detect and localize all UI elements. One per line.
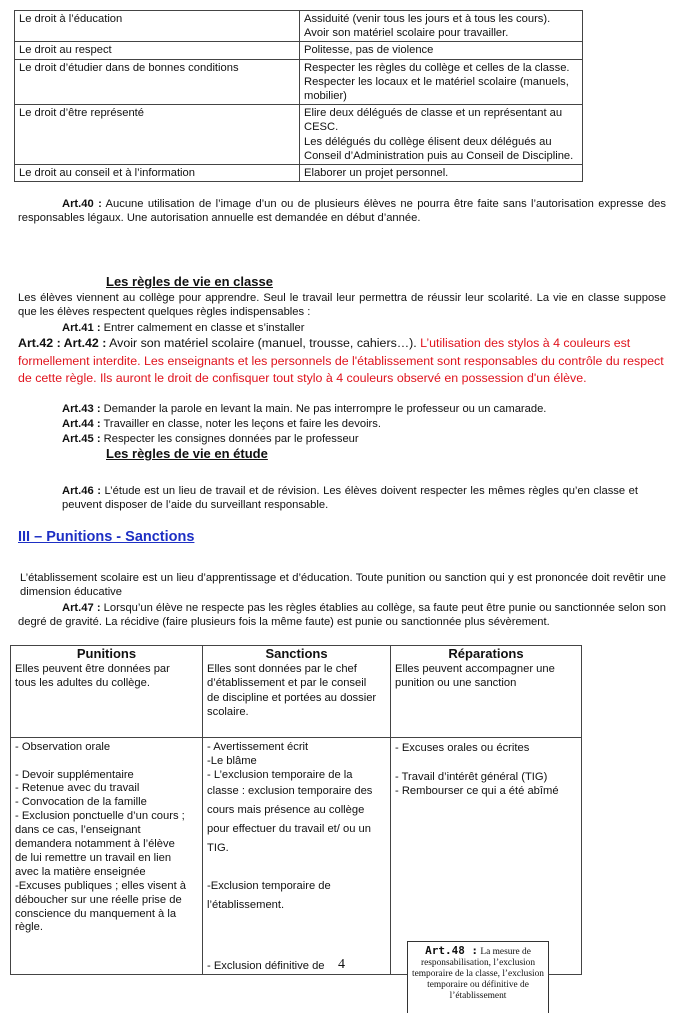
rights-duties-table [14, 10, 583, 182]
sanctions-list [203, 737, 391, 974]
rights-row [15, 165, 583, 182]
punitions-list [11, 737, 203, 974]
art44-line [18, 417, 666, 431]
duty-cell [300, 105, 583, 165]
description-line: Elles peuvent accompagner une [395, 663, 555, 676]
punition-item: -Excuses publiques ; elles visent à [15, 879, 187, 892]
punition-item: conscience du manquement à la [15, 907, 177, 920]
duty-line: Elaborer un projet personnel. [304, 167, 449, 180]
punition-item: règle. [15, 921, 43, 934]
punition-item: - Retenue avec du travail [15, 782, 140, 795]
section-title: III – Punitions - Sanctions [18, 529, 195, 545]
header-reparations: Réparations [391, 646, 582, 662]
right-cell: Le droit d’être représenté [15, 105, 300, 165]
description-line: d’établissement et par le conseil [207, 677, 367, 690]
sanction-item [207, 858, 386, 877]
sanction-item: -Exclusion temporaire de [207, 879, 331, 892]
right-cell: Le droit au conseil et à l’information [15, 165, 300, 182]
punition-item: - Convocation de la famille [15, 796, 147, 809]
sanction-item: cours mais présence au collège [207, 803, 365, 816]
duty-line: Conseil d’Administration puis au Conseil de Discipline. [304, 149, 574, 162]
description-line: Elles sont données par le chef [207, 663, 357, 676]
sanction-item: l’établissement. [207, 898, 285, 911]
description-line: punition ou une sanction [395, 677, 517, 690]
art40-paragraph [18, 197, 666, 225]
duty-line: Les délégués du collège élisent deux délégués au [304, 135, 552, 148]
etude-title: Les règles de vie en étude [106, 446, 268, 461]
art47-text: Lorsqu’un élève ne respecte pas les règles établies au collège, sa faute peut être punie ou sanctionnée selon son degré de gravité. La récidive (faire plusieurs fois la même faute) est punie ou sanctionnée plus sévèrement. [18, 602, 667, 629]
art46-label: Art.46 : [62, 485, 101, 497]
duty-cell [300, 42, 583, 59]
sanction-item: -Le blâme [207, 754, 257, 767]
art43-label: Art.43 : [62, 403, 101, 415]
description-line: tous les adultes du collège. [15, 677, 150, 690]
sanctions-description [203, 661, 391, 737]
art40-label: Art.40 : [62, 198, 102, 210]
reparation-item: - Rembourser ce qui a été abîmé [395, 785, 559, 798]
reparations-description [391, 661, 582, 737]
description-line: Elles peuvent être données par [15, 663, 170, 676]
art48-note-box [407, 941, 549, 1013]
art44-label: Art.44 : [62, 418, 101, 430]
art42-red-text: L’utilisation des stylos à 4 couleurs est formellement interdite. Les enseignants et les personnels de l'établissement sont responsables du contrôle du respect de cette règle. Ils auront le droit de confisquer tout stylo à 4 couleurs observé en possession d'un élève. [18, 336, 664, 385]
section-intro: L’établissement scolaire est un lieu d’apprentissage et d’éducation. Toute punition ou sanction qui y est prononcée doit revêtir une dimension éducative [20, 572, 666, 599]
reparations-list [391, 737, 582, 974]
art46-paragraph [18, 484, 638, 512]
art41-text: Entrer calmement en classe et s’installer [100, 322, 305, 334]
header-sanctions: Sanctions [203, 646, 391, 662]
duty-line: Politesse, pas de violence [304, 44, 434, 57]
art42-paragraph [18, 335, 666, 388]
duty-line: Elire deux délégués de classe et un représentant au [304, 107, 563, 120]
punition-item: - Devoir supplémentaire [15, 768, 134, 781]
rights-row [15, 42, 583, 59]
art48-text: La mesure de responsabilisation, l’exclusion temporaire de la classe, l’exclusion temporaire ou définitive de l’établissement [412, 947, 544, 1001]
art45-text: Respecter les consignes données par le professeur [100, 433, 359, 445]
art42-label: Art.42 : Art.42 : [18, 336, 107, 350]
duty-line: Respecter les règles du collège et celles de la classe. [304, 61, 570, 74]
sanction-item: classe : exclusion temporaire des [207, 784, 373, 797]
duty-cell [300, 11, 583, 42]
classe-intro: Les élèves viennent au collège pour apprendre. Seul le travail leur permettra de réussir leur scolarité. La vie en classe suppose que les élèves respectent quelques règles indispensables : [18, 292, 666, 319]
punition-item: - Observation orale [15, 740, 111, 753]
art45-line [18, 432, 666, 446]
description-line: scolaire. [207, 705, 249, 718]
punition-item: - Exclusion ponctuelle d’un cours ; [15, 810, 185, 823]
punition-item: de lui remettre un travail en lien [15, 851, 172, 864]
art46-text: L’étude est un lieu de travail et de révision. Les élèves doivent respecter les mêmes règles qu’en classe et peuvent disposer de l’aide du surveillant responsable. [62, 485, 639, 512]
page-number: 4 [338, 957, 345, 972]
reparation-item: - Excuses orales ou écrites [395, 741, 530, 754]
sanction-item: pour effectuer du travail et/ ou un [207, 822, 371, 835]
art40-text: Aucune utilisation de l’image d’un ou de plusieurs élèves ne pourra être faite sans l’autorisation expresse des responsables légaux. Une autorisation annuelle est demandée en début d’année. [18, 198, 666, 225]
reparation-item [395, 755, 577, 770]
sanction-item: - Avertissement écrit [207, 740, 309, 753]
sanction-item: TIG. [207, 841, 229, 854]
rights-row [15, 59, 583, 105]
art43-text: Demander la parole en levant la main. Ne pas interrompre le professeur ou un camarade. [100, 403, 547, 415]
duty-line: Assiduité (venir tous les jours et à tous les cours). [304, 13, 551, 25]
art48-label: Art.48 : [425, 944, 479, 957]
punition-item: avec la matière enseignée [15, 865, 146, 878]
classe-title: Les règles de vie en classe [106, 274, 273, 289]
reparation-item: - Travail d’intérêt général (TIG) [395, 770, 548, 783]
rights-row [15, 105, 583, 165]
art47-label: Art.47 : [62, 602, 101, 614]
punition-item: dans ce cas, l’enseignant [15, 824, 141, 837]
art43-line [18, 402, 666, 416]
duty-line: Avoir son matériel scolaire pour travailler. [304, 27, 509, 40]
right-cell: Le droit d’étudier dans de bonnes conditions [15, 59, 300, 105]
art47-paragraph [18, 601, 666, 629]
punition-item [15, 755, 198, 769]
right-cell: Le droit au respect [15, 42, 300, 59]
duty-line: Respecter les locaux et le matériel scolaire (manuels, [304, 75, 569, 88]
punition-item: demandera notamment à l’élève [15, 838, 175, 851]
art42-text: Avoir son matériel scolaire (manuel, trousse, cahiers…). [106, 336, 421, 350]
rights-row [15, 11, 583, 42]
punition-item: déboucher sur une réelle prise de [15, 893, 182, 906]
duty-cell [300, 165, 583, 182]
sanction-item: - Exclusion définitive de [207, 959, 325, 972]
description-line: de discipline et portées au dossier [207, 691, 377, 704]
art44-text: Travailler en classe, noter les leçons et faire les devoirs. [100, 418, 381, 430]
art41-line [18, 321, 666, 335]
duty-line: mobilier) [304, 90, 347, 103]
sanction-item: - L’exclusion temporaire de la [207, 768, 353, 781]
duty-line: CESC. [304, 121, 339, 134]
art41-label: Art.41 : [62, 322, 101, 334]
header-punitions: Punitions [11, 646, 203, 662]
right-cell: Le droit à l’éducation [15, 11, 300, 42]
punitions-sanctions-table [10, 645, 582, 975]
duty-cell [300, 59, 583, 105]
art45-label: Art.45 : [62, 433, 101, 445]
punitions-description [11, 661, 203, 737]
